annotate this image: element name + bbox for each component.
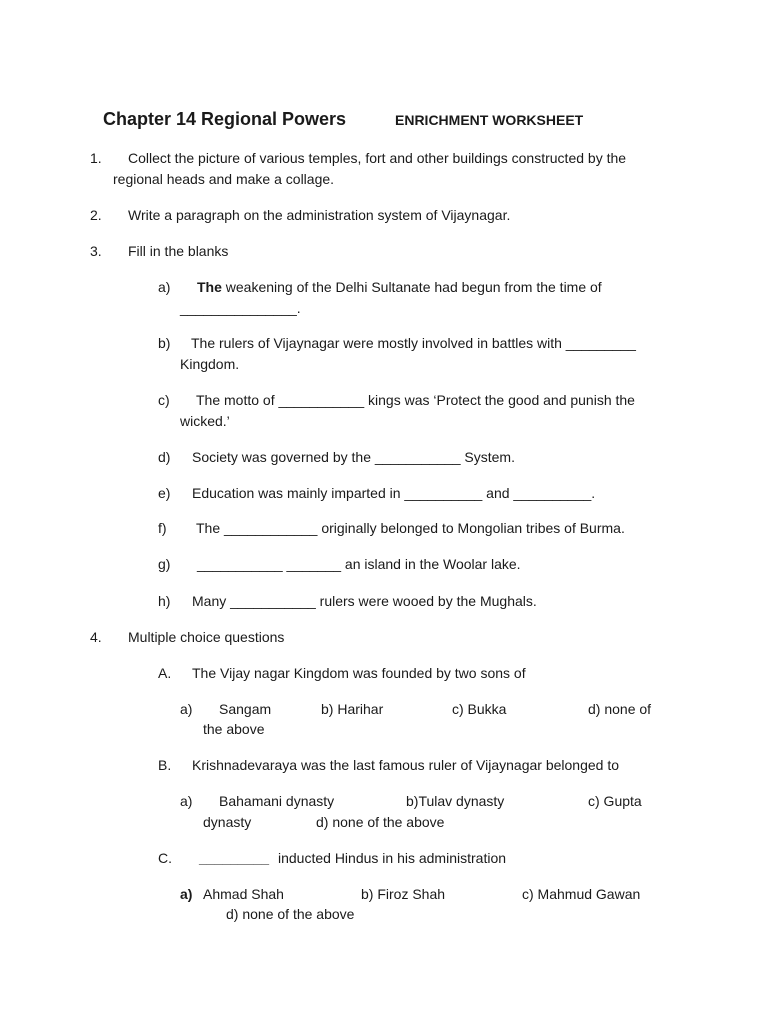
question-1-text-line1: Collect the picture of various temples, fort and other buildings constructed by the xyxy=(128,150,627,166)
mcq-a-option-d-cont: the above xyxy=(203,721,265,737)
question-2-text: Write a paragraph on the administration system of Vijaynagar. xyxy=(128,207,511,223)
mcq-b-option-a-label: a) xyxy=(180,793,193,809)
mcq-b-label: B. xyxy=(158,757,172,773)
mcq-c-option-c: c) Mahmud Gawan xyxy=(522,886,641,902)
question-number-3: 3. xyxy=(90,243,102,259)
mcq-c-blank: _________ xyxy=(199,850,270,866)
mcq-a-label: A. xyxy=(158,665,172,681)
mcq-c-option-a: Ahmad Shah xyxy=(203,886,284,902)
page-title: Chapter 14 Regional Powers xyxy=(103,109,347,129)
blank-e-label: e) xyxy=(158,485,171,501)
page-subtitle: ENRICHMENT WORKSHEET xyxy=(395,112,584,128)
blank-b-label: b) xyxy=(158,335,171,351)
mcq-a-option-b: b) Harihar xyxy=(321,701,384,717)
blank-a-bold-word: The xyxy=(197,279,222,295)
blank-g-label: g) xyxy=(158,556,171,572)
mcq-b-question: Krishnadevaraya was the last famous ruler of Vijaynagar belonged to xyxy=(192,757,619,773)
blank-b-line1: The rulers of Vijaynagar were mostly involved in battles with _________ xyxy=(191,335,636,351)
mcq-a-option-c: c) Bukka xyxy=(452,701,507,717)
mcq-a-option-a: Sangam xyxy=(219,701,272,717)
blank-f-text: The ____________ originally belonged to Mongolian tribes of Burma. xyxy=(196,520,625,536)
mcq-b-option-c-cont: dynasty xyxy=(203,814,252,830)
blank-a-line1 xyxy=(197,277,602,298)
mcq-c-option-a-label: a) xyxy=(180,886,193,902)
mcq-b-option-a: Bahamani dynasty xyxy=(219,793,335,809)
question-number-2: 2. xyxy=(90,207,102,223)
mcq-b-option-c: c) Gupta xyxy=(588,793,642,809)
mcq-c-option-b: b) Firoz Shah xyxy=(361,886,446,902)
question-1-text-line2: regional heads and make a collage. xyxy=(113,171,335,187)
blank-g-text: ___________ _______ an island in the Woolar lake. xyxy=(197,556,521,572)
question-number-1: 1. xyxy=(90,150,102,166)
blank-h-text: Many ___________ rulers were wooed by the Mughals. xyxy=(192,593,537,609)
blank-c-line2: wicked.’ xyxy=(180,413,230,429)
question-3-text: Fill in the blanks xyxy=(128,243,229,259)
mcq-c-label: C. xyxy=(158,850,172,866)
blank-d-label: d) xyxy=(158,449,171,465)
blank-a-line2: _______________. xyxy=(180,300,301,316)
blank-h-label: h) xyxy=(158,593,171,609)
blank-a-text: weakening of the Delhi Sultanate had begun from the time of xyxy=(225,279,602,295)
mcq-c-option-d: d) none of the above xyxy=(226,906,355,922)
mcq-a-option-d: d) none of xyxy=(588,701,652,717)
mcq-b-option-b: b)Tulav dynasty xyxy=(406,793,505,809)
question-4-text: Multiple choice questions xyxy=(128,629,285,645)
blank-e-text: Education was mainly imparted in __________ and __________. xyxy=(192,485,596,501)
blank-c-line1: The motto of ___________ kings was ‘Protect the good and punish the xyxy=(196,392,635,408)
mcq-b-option-d: d) none of the above xyxy=(316,814,445,830)
blank-d-text: Society was governed by the ___________ System. xyxy=(192,449,515,465)
blank-f-label: f) xyxy=(158,520,167,536)
mcq-a-question: The Vijay nagar Kingdom was founded by two sons of xyxy=(192,665,526,681)
blank-a-label: a) xyxy=(158,279,171,295)
blank-c-label: c) xyxy=(158,392,170,408)
blank-b-line2: Kingdom. xyxy=(180,356,240,372)
mcq-a-option-a-label: a) xyxy=(180,701,193,717)
question-number-4: 4. xyxy=(90,629,102,645)
mcq-c-question: inducted Hindus in his administration xyxy=(278,850,507,866)
